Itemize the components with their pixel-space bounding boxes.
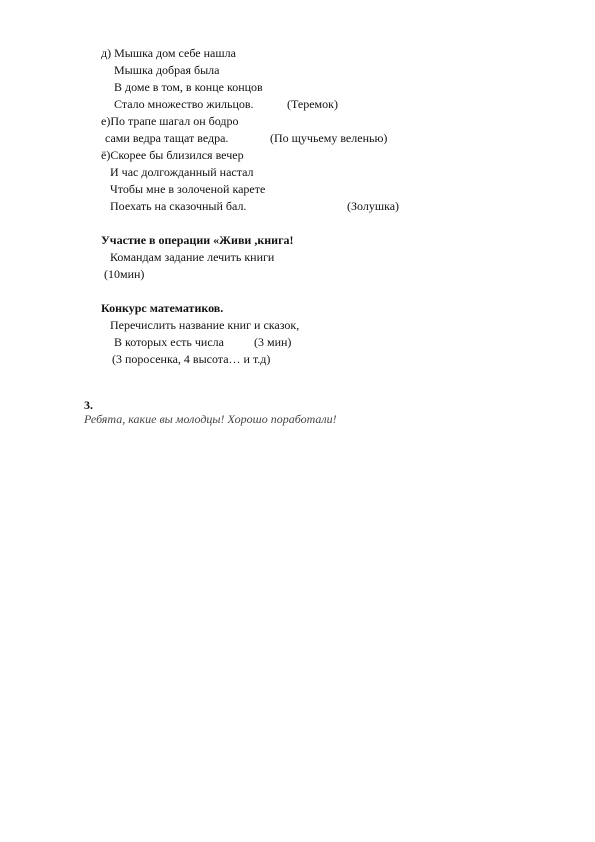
- riddle-d-answer: (Теремок): [287, 97, 338, 111]
- riddle-e-line-2: сами ведра тащат ведра.: [105, 131, 229, 145]
- riddle-yo-line-3: Чтобы мне в золоченой карете: [110, 182, 266, 196]
- contest-title: Конкурс математиков.: [101, 301, 224, 315]
- riddle-d-line-4: Стало множество жильцов.: [114, 97, 254, 111]
- riddle-yo-answer: (Золушка): [347, 199, 400, 213]
- riddle-yo-line-2: И час долгожданный настал: [110, 165, 254, 179]
- operation-title: Участие в операции «Живи ,книга!: [101, 233, 294, 247]
- riddle-e-answer: (По щучьему веленью): [270, 131, 388, 145]
- operation-task: Командам задание лечить книги: [110, 250, 275, 264]
- riddle-d-line-2: Мышка добрая была: [114, 63, 220, 77]
- riddle-d-line-1: д) Мышка дом себе нашла: [101, 46, 236, 60]
- contest-line-3: (3 поросенка, 4 высота… и т.д): [112, 352, 271, 366]
- closing-number: 3.: [84, 398, 93, 412]
- contest-line-1: Перечислить название книг и сказок,: [110, 318, 300, 332]
- operation-time: (10мин): [104, 267, 145, 281]
- closing-line: [72, 384, 337, 440]
- riddle-e-line-1: е)По трапе шагал он бодро: [101, 114, 239, 128]
- riddle-d-line-3: В доме в том, в конце концов: [114, 80, 263, 94]
- closing-text: Ребята, какие вы молодцы! Хорошо поработали!: [84, 412, 337, 426]
- contest-time: (3 мин): [254, 335, 292, 349]
- riddle-yo-line-1: ё)Скорее бы близился вечер: [101, 148, 244, 162]
- contest-line-2: В которых есть числа: [114, 335, 224, 349]
- riddle-yo-line-4: Поехать на сказочный бал.: [110, 199, 247, 213]
